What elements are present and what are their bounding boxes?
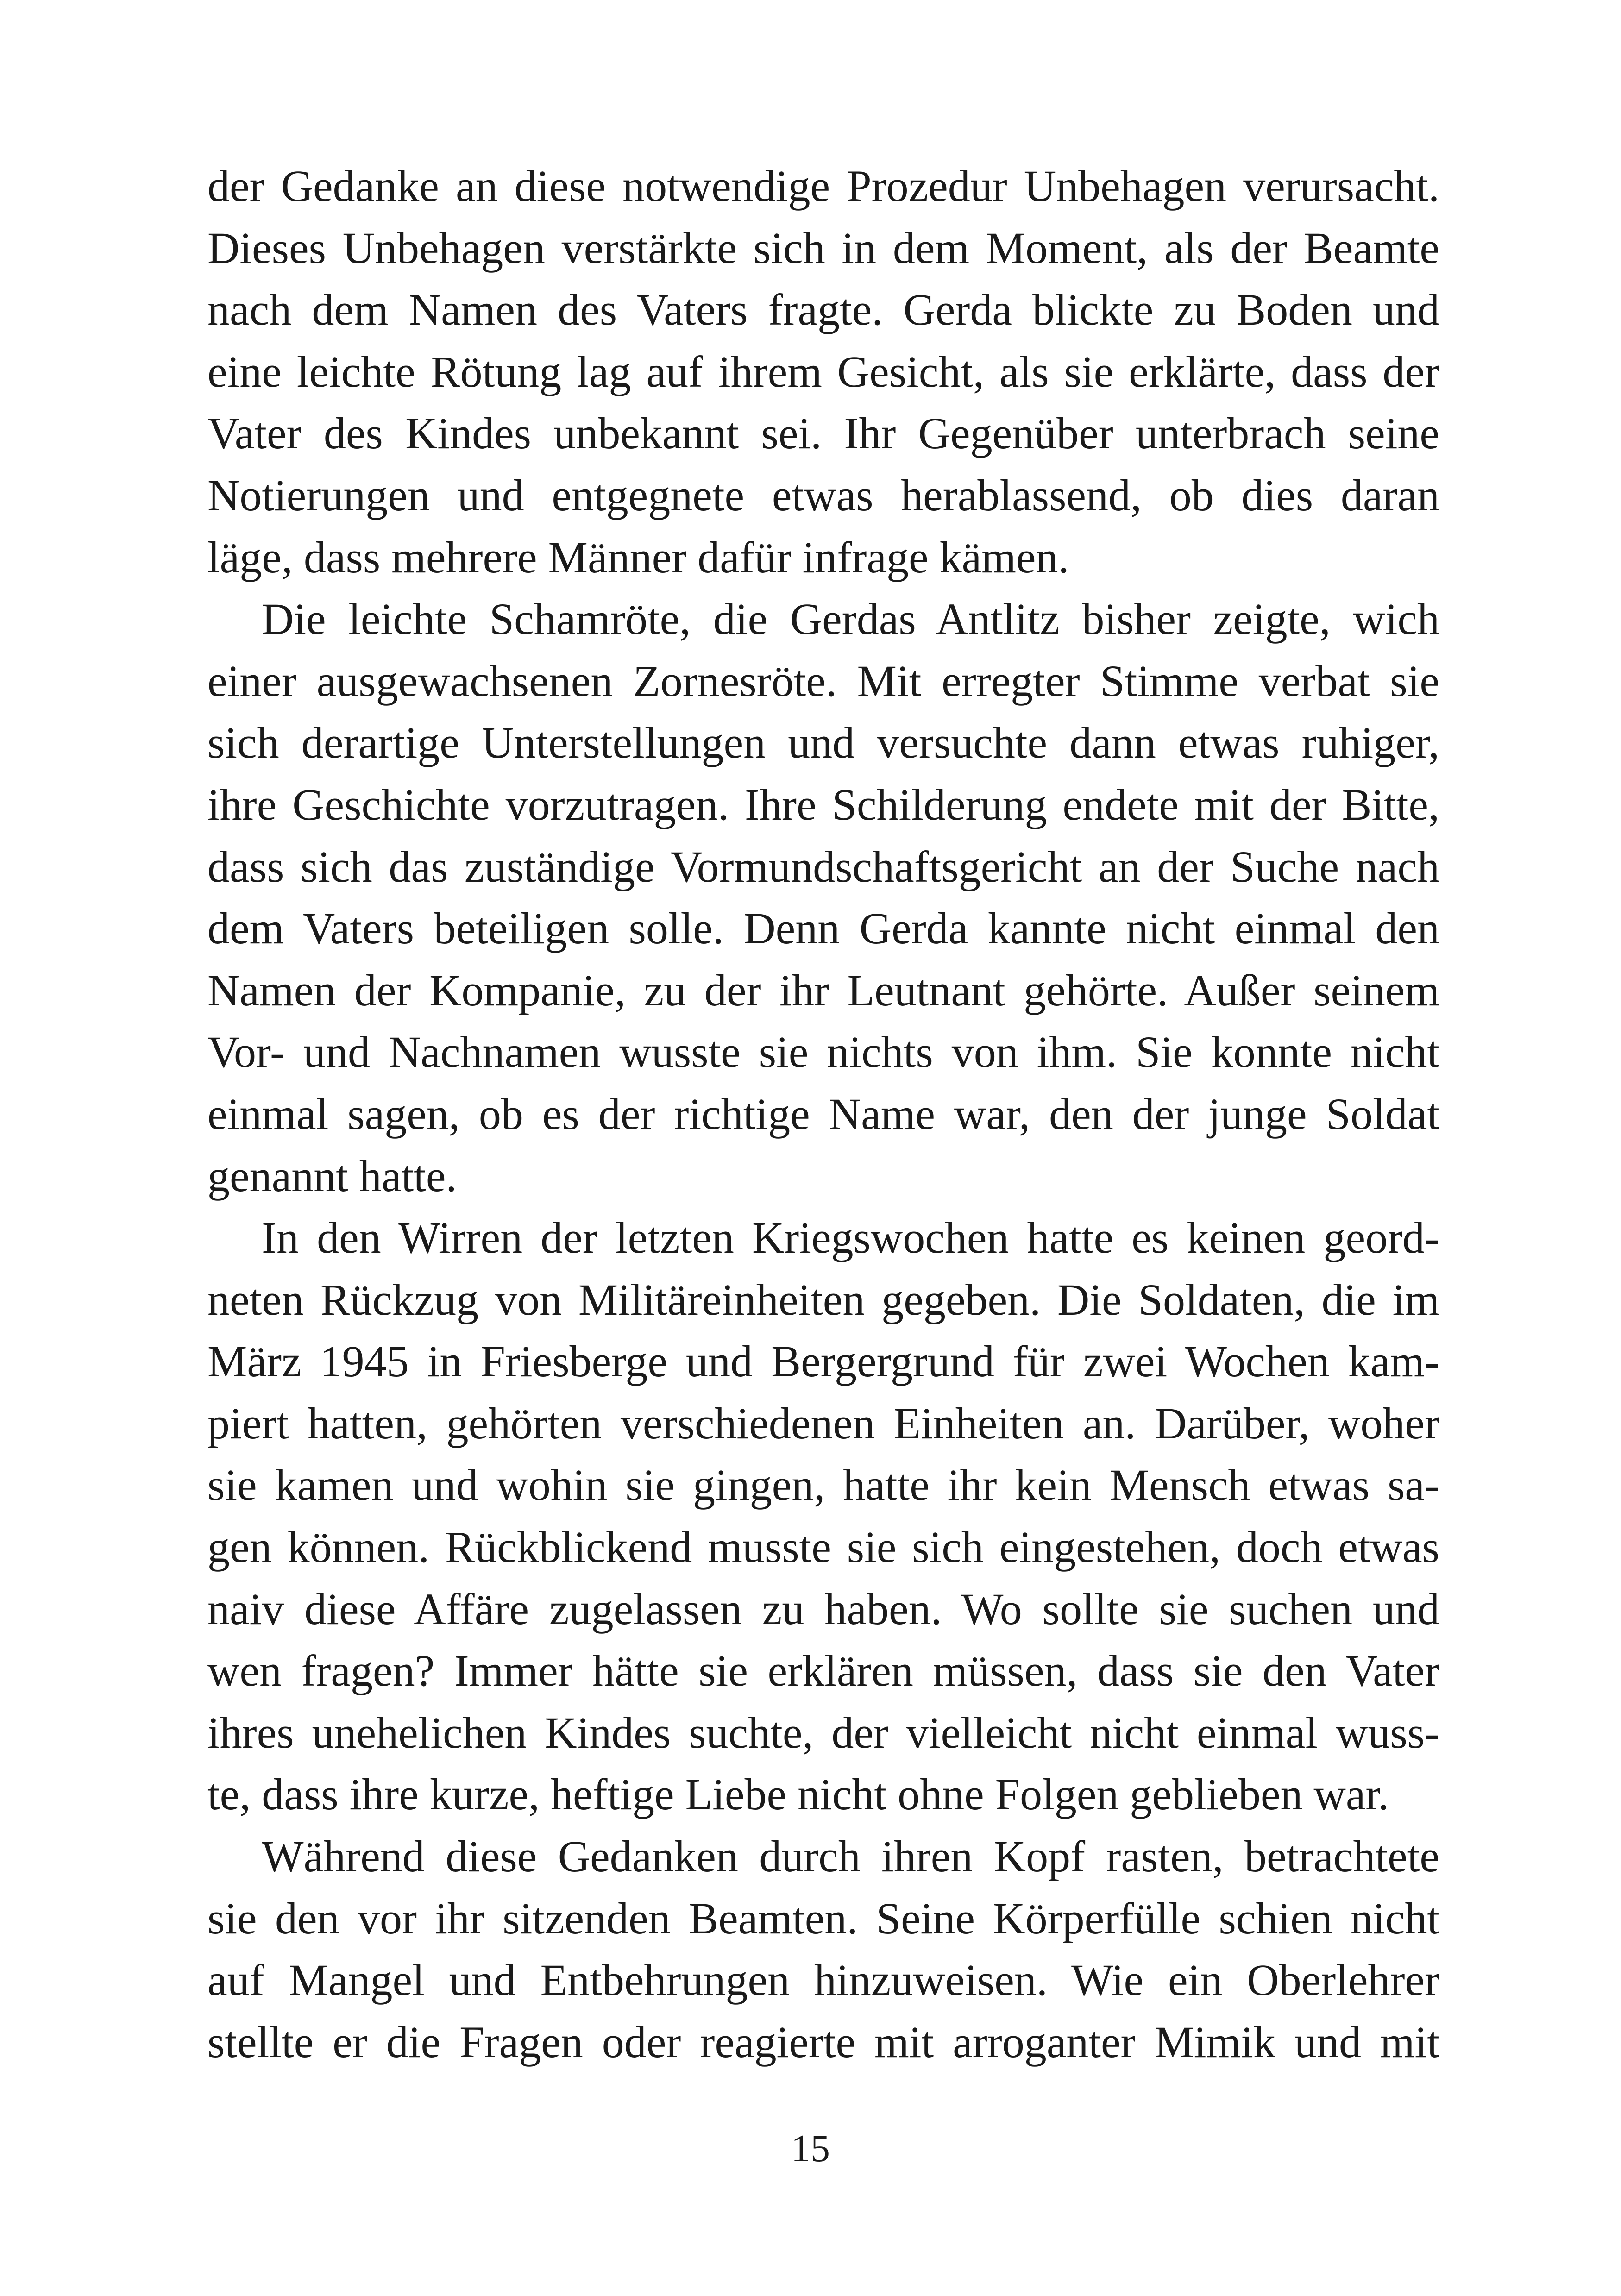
paragraph: [207, 588, 1439, 1207]
body-text: [207, 155, 1439, 2073]
text-line: ihres unehelichen Kindes suchte, der vielleicht nicht einmal wuss-: [207, 1707, 1439, 1757]
text-line: genannt hatte.: [207, 1151, 457, 1201]
text-line: dem Vaters beteiligen solle. Denn Gerda kannte nicht einmal den: [207, 903, 1439, 954]
text-line: In den Wirren der letzten Kriegswochen hatte es keinen geord-: [262, 1213, 1439, 1263]
text-line: dass sich das zuständige Vormundschaftsgericht an der Suche nach: [207, 841, 1439, 891]
text-line: sie kamen und wohin sie gingen, hatte ihr kein Mensch etwas sa-: [207, 1460, 1439, 1510]
text-line: Die leichte Schamröte, die Gerdas Antlitz bisher zeigte, wich: [262, 594, 1439, 644]
text-line: piert hatten, gehörten verschiedenen Einheiten an. Darüber, woher: [207, 1398, 1439, 1448]
text-line: der Gedanke an diese notwendige Prozedur Unbehagen verursacht.: [207, 161, 1439, 211]
text-line: Vater des Kindes unbekannt sei. Ihr Gegenüber unterbrach seine: [207, 408, 1439, 458]
text-line: eine leichte Rötung lag auf ihrem Gesicht, als sie erklärte, dass der: [207, 346, 1439, 396]
text-line: nach dem Namen des Vaters fragte. Gerda blickte zu Boden und: [207, 285, 1439, 335]
text-line: ihre Geschichte vorzutragen. Ihre Schilderung endete mit der Bitte,: [207, 779, 1439, 829]
text-line: März 1945 in Friesberge und Bergergrund für zwei Wochen kam-: [207, 1336, 1439, 1386]
text-line: Dieses Unbehagen verstärkte sich in dem Moment, als der Beamte: [207, 223, 1439, 273]
text-line: naiv diese Affäre zugelassen zu haben. Wo sollte sie suchen und: [207, 1584, 1439, 1634]
text-line: auf Mangel und Entbehrungen hinzuweisen. Wie ein Oberlehrer: [207, 1955, 1439, 2005]
text-line: einmal sagen, ob es der richtige Name war, den der junge Soldat: [207, 1089, 1439, 1139]
paragraph: [207, 1826, 1439, 2073]
text-line: wen fragen? Immer hätte sie erklären müssen, dass sie den Vater: [207, 1646, 1439, 1696]
paragraph: [207, 1207, 1439, 1826]
text-line: sich derartige Unterstellungen und versuchte dann etwas ruhiger,: [207, 718, 1439, 768]
text-line: neten Rückzug von Militäreinheiten gegeben. Die Soldaten, die im: [207, 1274, 1439, 1324]
text-line: sie den vor ihr sitzenden Beamten. Seine Körperfülle schien nicht: [207, 1893, 1439, 1943]
text-line: te, dass ihre kurze, heftige Liebe nicht ohne Folgen geblieben war.: [207, 1769, 1389, 1819]
text-line: gen können. Rückblickend musste sie sich eingestehen, doch etwas: [207, 1522, 1439, 1572]
paragraph: [207, 155, 1439, 588]
text-line: läge, dass mehrere Männer dafür infrage kämen.: [207, 532, 1069, 582]
text-line: Vor- und Nachnamen wusste sie nichts von ihm. Sie konnte nicht: [207, 1027, 1439, 1077]
text-line: Namen der Kompanie, zu der ihr Leutnant gehörte. Außer seinem: [207, 965, 1439, 1015]
text-line: Während diese Gedanken durch ihren Kopf rasten, betrachtete: [262, 1832, 1439, 1882]
text-line: einer ausgewachsenen Zornesröte. Mit erregter Stimme verbat sie: [207, 656, 1439, 706]
text-line: stellte er die Fragen oder reagierte mit arroganter Mimik und mit: [207, 2017, 1439, 2067]
page-number: 15: [791, 2127, 830, 2170]
text-line: Notierungen und entgegnete etwas herablassend, ob dies daran: [207, 470, 1439, 520]
